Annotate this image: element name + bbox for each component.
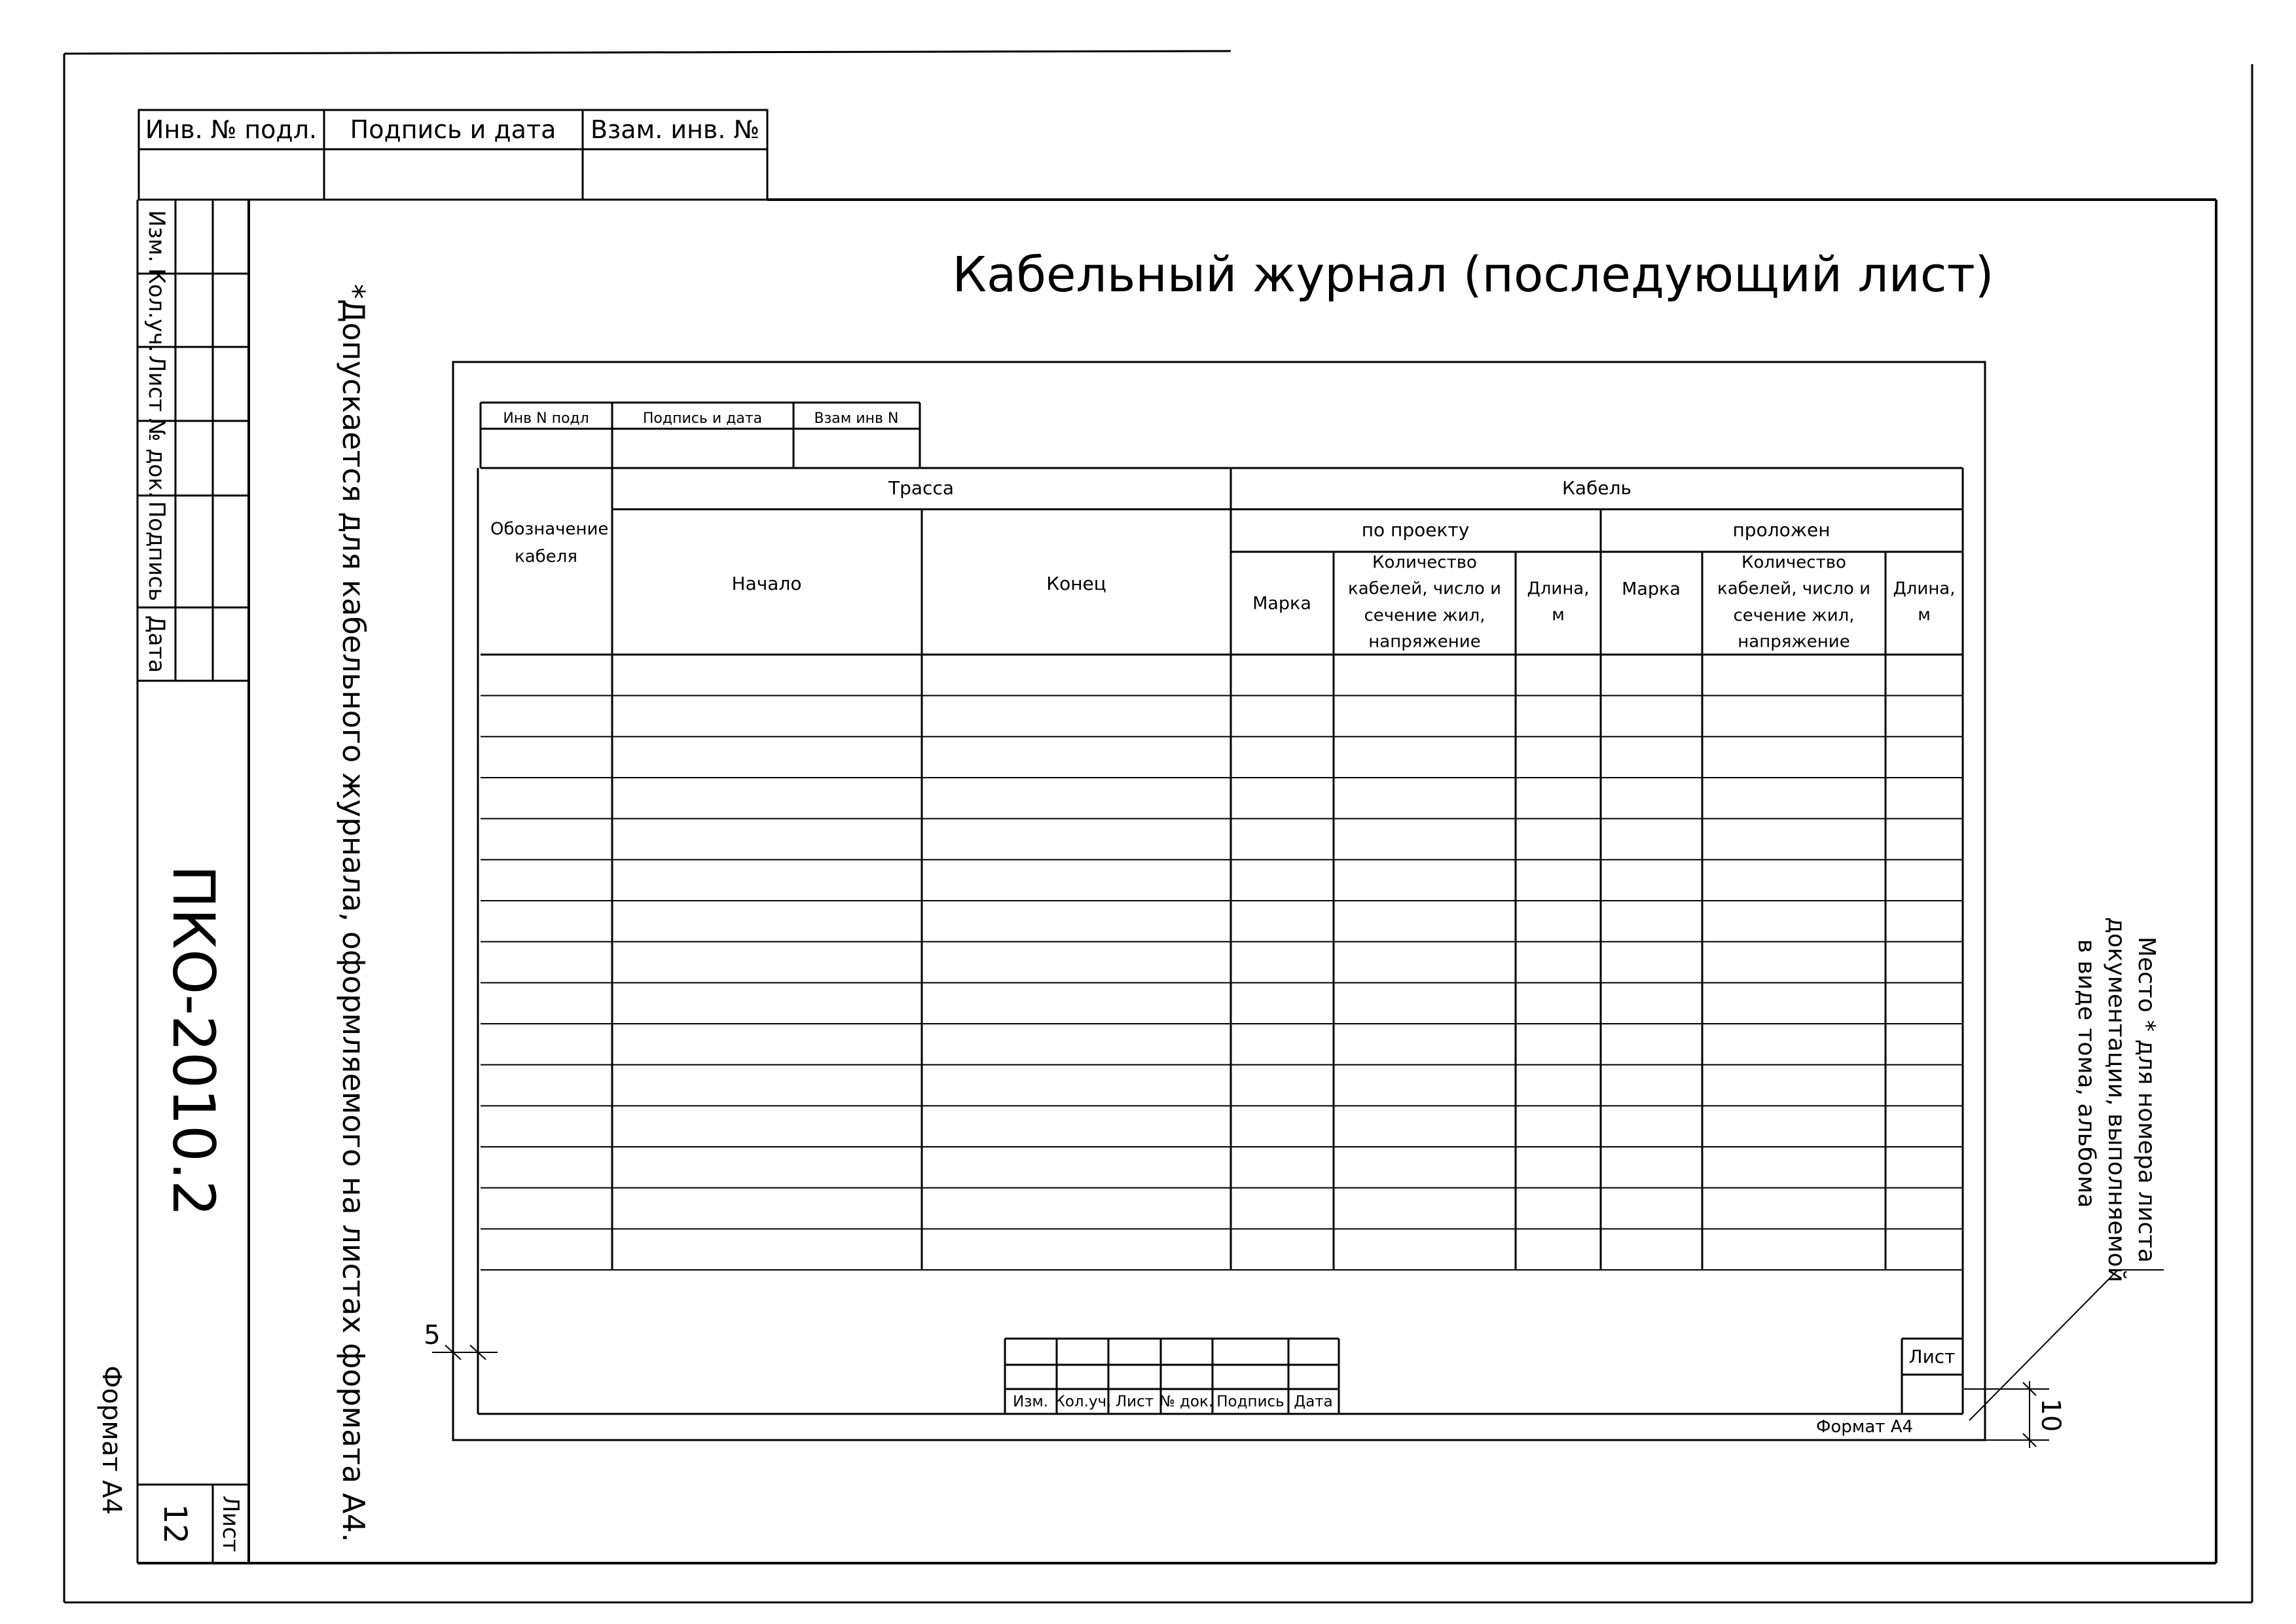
tb-podpis: Подпись: [1216, 1393, 1285, 1411]
inner-stamp-vzam-inv: Взам инв N: [814, 410, 899, 427]
sheet-number: 12: [156, 1504, 193, 1544]
tb-kol-uch: Кол.уч.: [1054, 1393, 1112, 1411]
header-designation: Обозначение кабеля: [490, 519, 609, 566]
footnote-text: *Допускается для кабельного журнала, оформляемого на листах формата А4.: [336, 283, 371, 1543]
tb-format: Формат А4: [1815, 1417, 1914, 1437]
tb-sheet-label: Лист: [1908, 1346, 1956, 1367]
stamp-vzam-inv: Взам. инв. №: [590, 115, 760, 144]
tb-izm: Изм.: [1012, 1393, 1049, 1411]
inner-stamp-inv-podl: Инв N подл: [503, 410, 589, 427]
page-title: Кабельный журнал (последующий лист): [952, 247, 1994, 303]
header-mark-laid: Марка: [1622, 579, 1681, 600]
tb-data: Дата: [1294, 1393, 1333, 1411]
header-len-laid: Длина, м: [1893, 579, 1956, 625]
header-mark-project: Марка: [1252, 593, 1311, 614]
strip-izm: Изм.: [143, 210, 170, 262]
header-qty-project: Количество кабелей, число и сечение жил, напряжение: [1348, 552, 1501, 652]
stamp-inv-podl: Инв. № подл.: [145, 115, 318, 144]
right-note-line1: Место * для номера листа: [2133, 936, 2160, 1263]
strip-n-dok: № док.: [143, 418, 170, 498]
table-row-lines: [481, 696, 1963, 1270]
header-len-project: Длина, м: [1527, 579, 1590, 625]
header-start: Начало: [731, 573, 802, 594]
main-frame: [137, 200, 2216, 1563]
header-laid: проложен: [1732, 519, 1831, 541]
strip-podpis: Подпись: [143, 501, 170, 602]
document-code: ПКО-2010.2: [160, 865, 227, 1217]
sheet-label: Лист: [217, 1495, 244, 1553]
strip-data: Дата: [143, 615, 170, 674]
stamp-podpis-data: Подпись и дата: [350, 115, 556, 144]
strip-list: Лист: [143, 355, 170, 412]
header-end: Конец: [1046, 573, 1106, 594]
header-qty-laid: Количество кабелей, число и сечение жил, напряжение: [1717, 552, 1870, 652]
dimension-5: 5: [424, 1320, 441, 1350]
dimension-10: 10: [2035, 1398, 2066, 1432]
right-note-line2: документации, выполняемой: [2103, 916, 2130, 1283]
strip-kol-uch: Кол.уч.: [143, 268, 170, 353]
right-note-line3: в виде тома, альбома: [2073, 939, 2100, 1208]
inner-stamp-podpis-data: Подпись и дата: [642, 410, 763, 427]
header-by-project: по проекту: [1361, 519, 1470, 541]
tb-n-dok: № док.: [1159, 1393, 1214, 1411]
tb-list: Лист: [1115, 1393, 1154, 1411]
header-cable: Кабель: [1562, 477, 1631, 499]
header-route: Трасса: [888, 477, 954, 499]
format-label-outer: Формат А4: [96, 1365, 126, 1515]
